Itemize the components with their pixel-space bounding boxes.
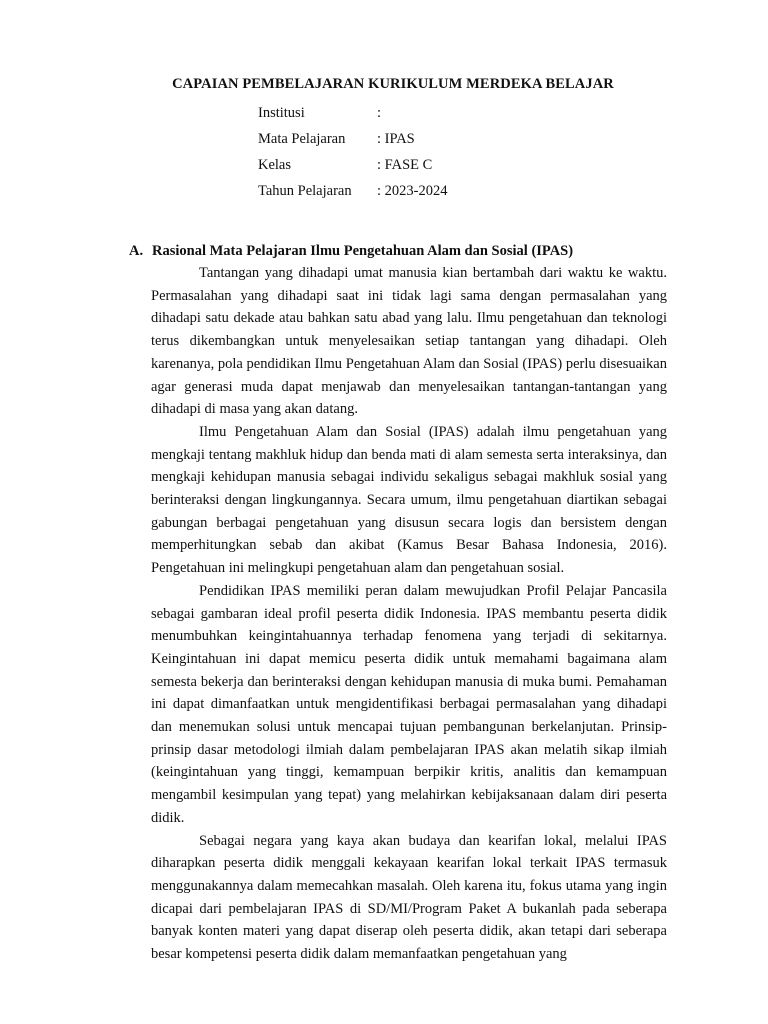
- paragraph: Ilmu Pengetahuan Alam dan Sosial (IPAS) adalah ilmu pengetahuan yang mengkaji tentang makhluk hidup dan benda mati di alam semesta serta interaksinya, dan mengkaji kehidupan manusia sebagai individu sekaligus sebagai makhluk sosial yang berinteraksi dengan lingkungannya. Secara umum, ilmu pengetahuan diartikan sebagai gabungan berbagai pengetahuan yang disusun secara logis dan bersistem dengan memperhitungkan sebab dan akibat (Kamus Besar Bahasa Indonesia, 2016). Pengetahuan ini melingkupi pengetahuan alam dan pengetahuan sosial.: [151, 423, 667, 577]
- paragraph: Sebagai negara yang kaya akan budaya dan kearifan lokal, melalui IPAS diharapkan peserta didik menggali kekayaan kearifan lokal terkait IPAS termasuk menggunakannya dalam memecahkan masalah. Oleh karena itu, fokus utama yang ingin dicapai dari pembelajaran IPAS di SD/MI/Program Paket A bukanlah pada seberapa banyak konten materi yang dapat diserap oleh peserta didik, akan tetapi dari seberapa besar kompetensi peserta didik dalam memanfaatkan pengetahuan yang: [151, 832, 667, 963]
- paragraph: Tantangan yang dihadapi umat manusia kian bertambah dari waktu ke waktu. Permasalahan yang dihadapi saat ini tidak lagi sama dengan permasalahan yang dihadapi satu dekade atau bahkan satu abad yang lalu. Ilmu pengetahuan dan teknologi terus dikembangkan untuk menyelesaikan setiap tantangan yang dihadapi. Oleh karenanya, pola pendidikan Ilmu Pengetahuan Alam dan Sosial (IPAS) perlu disesuaikan agar generasi muda dapat menjawab dan menyelesaikan tantangan-tantangan yang dihadapi di masa yang akan datang.: [151, 265, 667, 418]
- paragraph: Pendidikan IPAS memiliki peran dalam mewujudkan Profil Pelajar Pancasila sebagai gambaran ideal profil peserta didik Indonesia. IPAS membantu peserta didik menumbuhkan keingintahuannya terhadap fenomena yang terjadi di sekitarnya. Keingintahuan ini dapat memicu peserta didik untuk memahami bagaimana alam semesta bekerja dan berinteraksi dengan kehidupan manusia di muka bumi. Pemahaman ini dapat dimanfaatkan untuk mengidentifikasi berbagai permasalahan yang dihadapi dan menemukan solusi untuk mencapai tujuan pembangunan berkelanjutan. Prinsip-prinsip dasar metodologi ilmiah dalam pembelajaran IPAS akan melatih sikap ilmiah (keingintahuan yang tinggi, kemampuan berpikir kritis, analitis dan kemampuan mengambil kesimpulan yang tepat) yang melahirkan kebijaksanaan dalam diri peserta didik.: [151, 582, 667, 826]
- meta-value: : FASE C: [377, 157, 433, 173]
- meta-value: : 2023-2024: [377, 183, 448, 199]
- section-letter: A.: [129, 243, 144, 259]
- meta-value: :: [377, 105, 382, 121]
- section-heading: [129, 243, 573, 260]
- meta-label: Institusi: [258, 105, 305, 121]
- document-title: CAPAIAN PEMBELAJARAN KURIKULUM MERDEKA BELAJAR: [172, 76, 614, 92]
- section-body: [151, 262, 667, 966]
- meta-label: Mata Pelajaran: [258, 131, 346, 147]
- section-heading-text: Rasional Mata Pelajaran Ilmu Pengetahuan Alam dan Sosial (IPAS): [152, 243, 574, 259]
- meta-value: : IPAS: [377, 131, 415, 147]
- meta-label: Tahun Pelajaran: [258, 183, 352, 199]
- meta-label: Kelas: [258, 157, 292, 173]
